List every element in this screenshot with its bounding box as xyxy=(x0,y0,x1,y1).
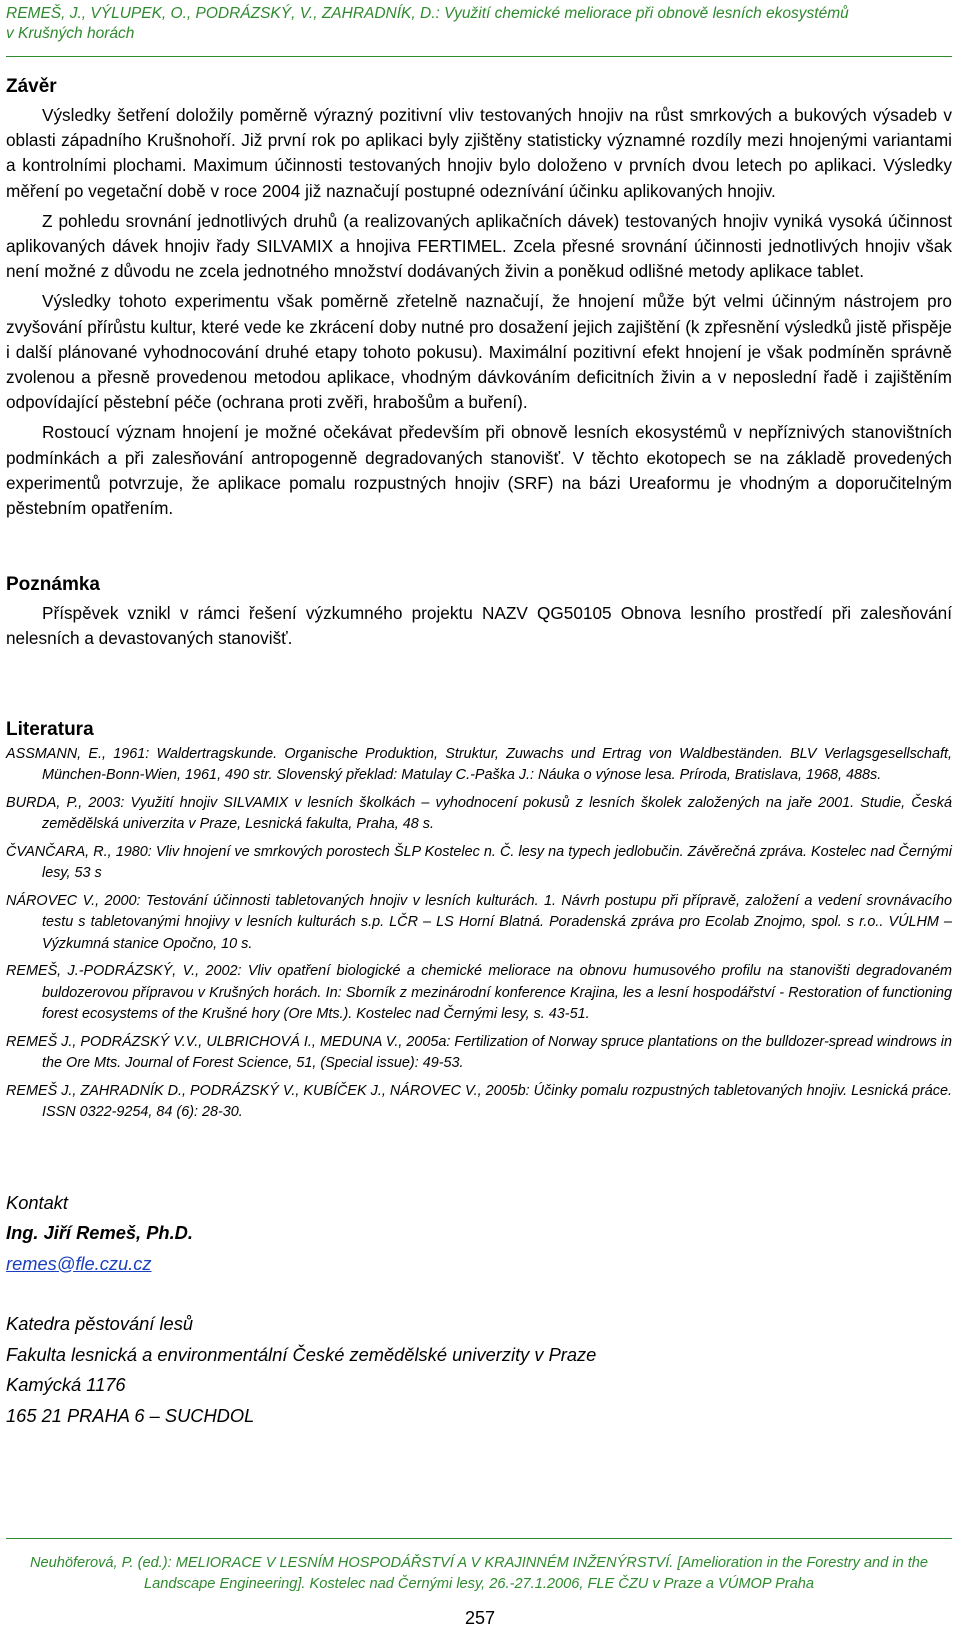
reference-item: NÁROVEC V., 2000: Testování účinnosti tabletovaných hnojiv v lesních kulturách. 1. Návrh postupu při přípravě, založení a vedení srovnávacího testu s tabletovanými hnojivy v lesních kulturách s.p. LČR – LS Horní Blatná. Poradenská zpráva pro Ecolab Znojmo, spol. s r.o.. VÚLHM – Výzkumná stanice Opočno, 10 s. xyxy=(6,892,952,952)
address-line: Fakulta lesnická a environmentální České zemědělské univerzity v Praze xyxy=(6,1343,597,1365)
paragraph: Příspěvek vznikl v rámci řešení výzkumného projektu NAZV QG50105 Obnova lesního prostředí při zalesňování nelesních a devastovaných stanovišť. xyxy=(6,603,952,649)
running-header-line1: REMEŠ, J., VÝLUPEK, O., PODRÁZSKÝ, V., ZAHRADNÍK, D.: Využití chemické meliorace při obnově lesních ekosystémů xyxy=(6,5,849,22)
reference-item: REMEŠ J., PODRÁZSKÝ V.V., ULBRICHOVÁ I., MEDUNA V., 2005a: Fertilization of Norway spruce plantations on the bulldozer-spread windrows in the Ore Mts. Journal of Forest Science, 51, (Special issue): 49-53. xyxy=(6,1033,952,1072)
footer-rule xyxy=(6,1538,952,1539)
contact-name: Ing. Jiří Remeš, Ph.D. xyxy=(6,1222,193,1244)
reference-item: ASSMANN, E., 1961: Waldertragskunde. Organische Produktion, Struktur, Zuwachs und Ertrag von Waldbeständen. BLV Verlagsgesellschaft, München-Bonn-Wien, 1961, 490 str. Slovenský překlad: Matulay C.-Paška J.: Náuka o výnose lesa. Príroda, Bratislava, 1968, 488s. xyxy=(6,745,952,784)
header-rule xyxy=(6,56,952,57)
address-line: Kamýcká 1176 xyxy=(6,1374,126,1396)
running-footer: Neuhöferová, P. (ed.): MELIORACE V LESNÍM HOSPODÁŘSTVÍ A V KRAJINNÉM INŽENÝRSTVÍ. [Amelioration in the Forestry and in the Landscape Engineering]. Kostelec nad Černými lesy, 26.-27.1.2006, FLE ČZU v Praze a VÚMOP Praha xyxy=(29,1555,929,1592)
section-heading-zaver: Závěr xyxy=(6,76,57,97)
page-number: 257 xyxy=(464,1608,496,1628)
section-zaver xyxy=(6,75,952,521)
section-heading-poznamka: Poznámka xyxy=(6,574,100,596)
paragraph: Rostoucí význam hnojení je možné očekávat především při obnově lesních ekosystémů v nepříznivých stanovištních podmínkách a při zalesňování antropogenně degradovaných stanovišť. V těchto ekotopech se na základě provedených experimentů potvrzuje, že aplikace pomalu rozpustných hnojiv (SRF) na bázi Ureaformu je vhodným a doporučitelným pěstebním opatřením. xyxy=(6,422,952,519)
main-content xyxy=(6,75,952,1431)
running-header xyxy=(6,4,952,44)
reference-item: REMEŠ, J.-PODRÁZSKÝ, V., 2002: Vliv opatření biologické a chemické meliorace na obnovu humusového profilu na stanovišti degradovaném buldozerovou přípravou v Krušných horách. In: Sborník z mezinárodní konference Krajina, les a lesní hospodářství - Restoration of functioning forest ecosystems of the Krušné hory (Ore Mts.). Kostelec nad Černými lesy, s. 43-51. xyxy=(6,963,952,1023)
section-literatura xyxy=(6,718,952,1124)
paragraph: Z pohledu srovnání jednotlivých druhů (a realizovaných aplikačních dávek) testovaných hnojiv vyniká vysoká účinnost aplikovaných dávek hnojiv řady SILVAMIX a hnojiva FERTIMEL. Zcela přesné srovnání účinnosti jednotlivých hnojiv však není možné z důvodu ne zcela jednotného množství dodávaných živin a poněkud odlišné metody aplikace tablet. xyxy=(6,210,952,282)
spacer xyxy=(6,1279,952,1309)
contact-email-link[interactable]: remes@fle.czu.cz xyxy=(6,1252,152,1274)
running-header-line2: v Krušných horách xyxy=(6,25,135,42)
reference-item: BURDA, P., 2003: Využití hnojiv SILVAMIX v lesních školkách – vyhodnocení pokusů z lesních školek založených na jaře 2001. Studie, Česká zemědělská univerzita v Praze, Lesnická fakulta, Praha, 48 s. xyxy=(6,794,952,833)
address-line: Katedra pěstování lesů xyxy=(6,1313,193,1335)
contact-label: Kontakt xyxy=(6,1191,68,1213)
paragraph: Výsledky šetření doložily poměrně výrazný pozitivní vliv testovaných hnojiv na růst smrkových a bukových výsadeb v oblasti západního Krušnohoří. Již první rok po aplikaci byly zjištěny statisticky významné rozdíly mezi hnojenými variantami a kontrolními plochami. Maximum účinnosti testovaných hnojiv bylo doloženo v prvních dvou letech po aplikaci. Výsledky měření po vegetační době v roce 2004 již naznačují postupné odeznívání účinku aplikovaných hnojiv. xyxy=(6,105,952,201)
address-line: 165 21 PRAHA 6 – SUCHDOL xyxy=(6,1404,255,1426)
section-heading-literatura: Literatura xyxy=(6,718,94,740)
section-poznamka xyxy=(6,573,952,651)
reference-item: ČVANČARA, R., 1980: Vliv hnojení ve smrkových porostech ŠLP Kostelec n. Č. lesy na typech jedlobučin. Závěrečná zpráva. Kostelec nad Černými lesy, 53 s xyxy=(6,843,952,882)
reference-item: REMEŠ J., ZAHRADNÍK D., PODRÁZSKÝ V., KUBÍČEK J., NÁROVEC V., 2005b: Účinky pomalu rozpustných tabletovaných hnojiv. Lesnická práce. ISSN 0322-9254, 84 (6): 28-30. xyxy=(6,1082,952,1121)
contact-block xyxy=(6,1188,952,1432)
paragraph: Výsledky tohoto experimentu však poměrně zřetelně naznačují, že hnojení může být velmi účinným nástrojem pro zvyšování přírůstu kultur, které vede ke zkrácení doby nutné pro dosažení jejich zajištění (k zpřesnění výsledků jistě přispěje i další plánované vyhodnocování druhé etapy tohoto pokusu). Maximální pozitivní efekt hnojení je však podmíněn správně zvolenou a přesně provedenou metodou aplikace, vhodným dávkováním deficitních živin a v neposlední řadě i zajištěním odpovídající pěstební péče (ochrana proti zvěři, hrabošům a buření). xyxy=(6,291,952,413)
